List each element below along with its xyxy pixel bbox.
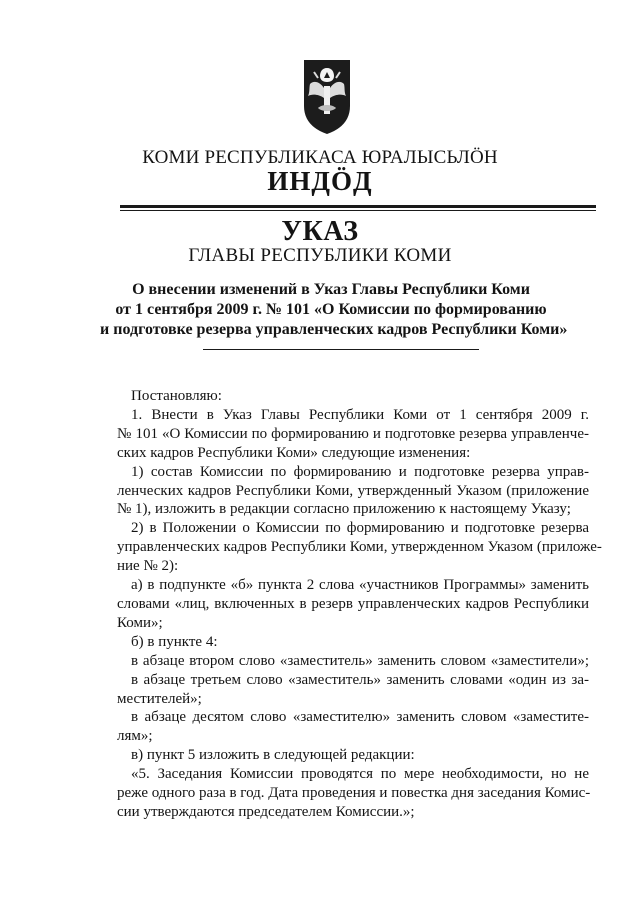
komi-title: КОМИ РЕСПУБЛИКАСА ЮРАЛЫСЬЛÖН (142, 147, 498, 168)
body-line: сии утверждаются председателем Комиссии.»; (117, 803, 415, 820)
body-line: Коми»; (117, 614, 163, 631)
body-line: управленческих кадров Республики Коми, утвержденном Указом (приложе- (117, 539, 602, 556)
document-body (117, 387, 602, 822)
body-line: ние № 2): (117, 558, 179, 575)
body-line: местителей»; (117, 690, 202, 707)
subject-divider (203, 349, 479, 350)
document-subject (100, 280, 568, 340)
subject-line: и подготовке резерва управленческих кадров Республики Коми» (100, 321, 568, 338)
body-line: словами «лиц, включенных в резерв управленческих кадров Республики (117, 595, 589, 612)
body-line: 1. Внести в Указ Главы Республики Коми от 1 сентября 2009 г. (131, 406, 589, 423)
coat-of-arms-emblem (302, 58, 352, 136)
body-line: 2) в Положении о Комиссии по формированию и подготовке резерва (131, 520, 589, 537)
subject-line: О внесении изменений в Указ Главы Республики Коми (132, 281, 530, 298)
komi-document-word: ИНДÖД (267, 166, 373, 196)
body-line: Постановляю: (131, 388, 222, 404)
body-line: в) пункт 5 изложить в следующей редакции: (131, 747, 415, 764)
body-line: № 1), изложить в редакции согласно приложению к настоящему Указу; (117, 501, 571, 518)
body-line: «5. Заседания Комиссии проводятся по мере необходимости, но не (131, 766, 589, 783)
document-type: УКАЗ (281, 216, 359, 247)
subject-line: от 1 сентября 2009 г. № 101 «О Комиссии по формированию (115, 301, 547, 318)
header-divider-thick (120, 205, 596, 208)
body-line: в абзаце десятом слово «заместителю» заменить словом «заместите- (131, 709, 589, 726)
body-line: в абзаце втором слово «заместитель» заменить словом «заместители»; (131, 652, 589, 669)
body-line: 1) состав Комиссии по формированию и подготовке резерва управ- (131, 463, 589, 480)
body-line: а) в подпункте «б» пункта 2 слова «участников Программы» заменить (131, 577, 589, 594)
body-line: № 101 «О Комиссии по формированию и подготовке резерва управленче- (117, 425, 589, 442)
body-line: ских кадров Республики Коми» следующие изменения: (117, 444, 471, 461)
body-line: реже одного раза в год. Дата проведения и повестка дня заседания Комис- (117, 785, 591, 802)
body-line: б) в пункте 4: (131, 633, 218, 650)
header-divider-thin (120, 210, 596, 211)
body-line: лям»; (117, 728, 153, 745)
body-line: в абзаце третьем слово «заместитель» заменить словами «один из за- (131, 671, 589, 688)
body-line: ленческих кадров Республики Коми, утвержденный Указом (приложение (117, 482, 589, 499)
document-issuer: ГЛАВЫ РЕСПУБЛИКИ КОМИ (188, 245, 452, 266)
